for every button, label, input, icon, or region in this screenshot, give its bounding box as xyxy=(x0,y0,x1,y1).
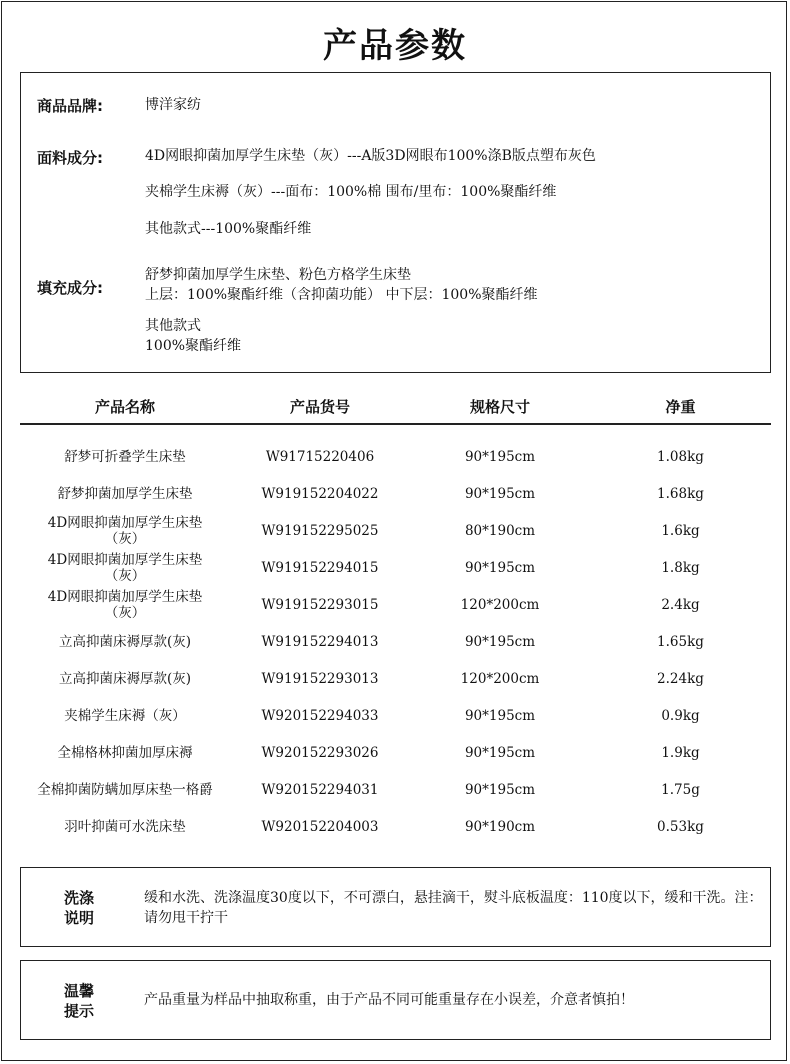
sku-cell: W919152295025 xyxy=(261,522,379,539)
sku-cell: W91715220406 xyxy=(265,448,375,465)
weight-cell: 1.9kg xyxy=(661,744,700,761)
page-title: 产品参数 xyxy=(323,26,467,66)
product-name-cell: 舒梦抑菌加厚学生床垫 xyxy=(57,485,193,502)
sku-cell: W919152294013 xyxy=(261,633,379,650)
weight-cell: 1.65kg xyxy=(657,633,704,650)
filling-line: 舒梦抑菌加厚学生床垫、粉色方格学生床垫 xyxy=(145,267,411,283)
table-row xyxy=(20,586,771,623)
weight-cell: 1.68kg xyxy=(657,485,704,502)
size-cell: 120*200cm xyxy=(460,596,540,613)
table-row xyxy=(20,808,771,845)
size-cell: 90*195cm xyxy=(464,781,536,798)
weight-cell: 0.9kg xyxy=(661,707,700,724)
sku-cell: W920152204003 xyxy=(261,818,379,835)
table-row xyxy=(20,438,771,475)
size-cell: 90*195cm xyxy=(464,448,536,465)
tips-text: 产品重量为样品中抽取称重，由于产品不同可能重量存在小误差，介意者慎拍！ xyxy=(144,992,634,1008)
filling-line: 其他款式 xyxy=(145,318,201,334)
product-name-cell: 4D网眼抑菌加厚学生床垫 （灰） xyxy=(47,588,203,621)
weight-cell: 1.08kg xyxy=(657,448,704,465)
tips-label xyxy=(51,981,107,1021)
filling-line: 上层：100%聚酯纤维（含抑菌功能） 中下层：100%聚酯纤维 xyxy=(145,287,538,303)
sku-cell: W920152293026 xyxy=(261,744,379,761)
sku-cell: W919152204022 xyxy=(261,485,379,502)
weight-cell: 2.4kg xyxy=(661,596,700,613)
filling-label: 填充成分: xyxy=(37,279,103,297)
table-row xyxy=(20,549,771,586)
weight-cell: 2.24kg xyxy=(657,670,704,687)
table-row xyxy=(20,697,771,734)
sku-cell: W919152293015 xyxy=(261,596,379,613)
table-row xyxy=(20,475,771,512)
washing-text: 缓和水洗、洗涤温度30度以下，不可漂白，悬挂滴干，熨斗底板温度：110度以下，缓和干洗。注：请勿甩干拧干 xyxy=(144,890,763,926)
header-size: 规格尺寸 xyxy=(469,398,530,416)
size-cell: 90*195cm xyxy=(464,633,536,650)
fabric-line: 其他款式---100%聚酯纤维 xyxy=(145,221,312,237)
product-name-cell: 羽叶抑菌可水洗床垫 xyxy=(64,818,186,835)
product-name-cell: 全棉格林抑菌加厚床褥 xyxy=(57,744,193,761)
weight-cell: 1.6kg xyxy=(661,522,700,539)
brand-label: 商品品牌: xyxy=(37,97,103,115)
weight-cell: 0.53kg xyxy=(657,818,704,835)
header-weight: 净重 xyxy=(665,398,696,416)
table-row xyxy=(20,771,771,808)
product-name-cell: 夹棉学生床褥（灰） xyxy=(64,707,186,724)
washing-label xyxy=(51,888,107,928)
tips-box xyxy=(20,960,771,1040)
sku-cell: W920152294031 xyxy=(261,781,379,798)
washing-label-line: 洗涤 xyxy=(63,889,94,907)
table-row xyxy=(20,660,771,697)
sku-cell: W919152294015 xyxy=(261,559,379,576)
product-name-cell: 4D网眼抑菌加厚学生床垫 （灰） xyxy=(47,514,203,547)
size-cell: 90*190cm xyxy=(464,818,536,835)
tips-label-line: 提示 xyxy=(63,1002,94,1020)
fabric-line: 夹棉学生床褥（灰）---面布：100%棉 围布/里布：100%聚酯纤维 xyxy=(145,184,557,200)
fabric-line: 4D网眼抑菌加厚学生床垫（灰）---A版3D网眼布100%涤B版点塑布灰色 xyxy=(145,148,596,164)
size-cell: 90*195cm xyxy=(464,559,536,576)
sku-cell: W919152293013 xyxy=(261,670,379,687)
product-name-cell: 4D网眼抑菌加厚学生床垫 （灰） xyxy=(47,551,203,584)
product-name-cell: 立高抑菌床褥厚款(灰) xyxy=(58,670,192,687)
table-header xyxy=(20,394,771,425)
table-row xyxy=(20,512,771,549)
washing-label-line: 说明 xyxy=(63,909,94,927)
brand-value: 博洋家纺 xyxy=(145,97,201,113)
product-name-cell: 全棉抑菌防螨加厚床垫一格爵 xyxy=(37,781,213,798)
size-cell: 90*195cm xyxy=(464,485,536,502)
size-cell: 120*200cm xyxy=(460,670,540,687)
size-cell: 90*195cm xyxy=(464,744,536,761)
sku-cell: W920152294033 xyxy=(261,707,379,724)
tips-label-line: 温馨 xyxy=(63,982,94,1000)
header-sku: 产品货号 xyxy=(289,398,350,416)
washing-box xyxy=(20,867,771,947)
weight-cell: 1.8kg xyxy=(661,559,700,576)
header-product-name: 产品名称 xyxy=(94,398,155,416)
table-row xyxy=(20,623,771,660)
filling-line: 100%聚酯纤维 xyxy=(145,338,242,354)
weight-cell: 1.75g xyxy=(661,781,700,798)
params-box xyxy=(20,72,771,373)
size-cell: 80*190cm xyxy=(464,522,536,539)
product-name-cell: 立高抑菌床褥厚款(灰) xyxy=(58,633,192,650)
table-row xyxy=(20,734,771,771)
fabric-label: 面料成分: xyxy=(37,149,103,167)
product-name-cell: 舒梦可折叠学生床垫 xyxy=(64,448,186,465)
size-cell: 90*195cm xyxy=(464,707,536,724)
